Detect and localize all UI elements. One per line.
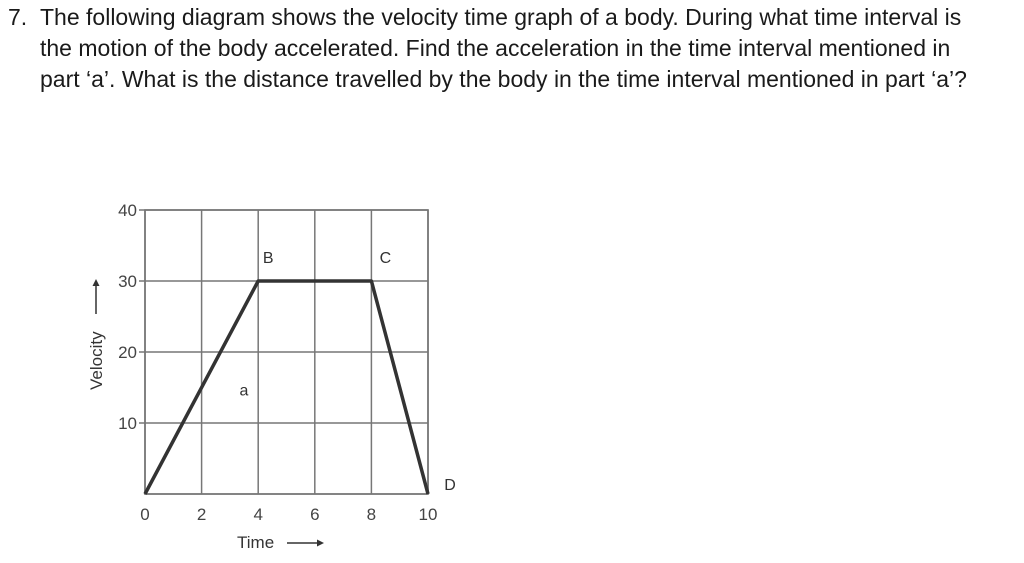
y-axis-label-group xyxy=(87,279,106,390)
y-tick-label: 10 xyxy=(118,414,137,433)
x-axis-arrowhead xyxy=(317,540,324,547)
series-line xyxy=(145,281,428,494)
point-label-d: D xyxy=(444,477,456,494)
x-tick-label: 8 xyxy=(366,505,377,524)
y-axis-arrowhead xyxy=(93,279,100,286)
point-label-c: C xyxy=(379,250,392,267)
y-tick-label: 40 xyxy=(118,201,137,220)
velocity-time-graph xyxy=(70,190,490,560)
question xyxy=(8,2,1008,95)
y-tick-label: 30 xyxy=(118,272,137,291)
x-tick-labels xyxy=(140,505,437,524)
chart-annotations xyxy=(239,250,455,494)
y-tick-label: 20 xyxy=(118,343,137,362)
point-label-b: B xyxy=(262,250,274,267)
chart-series xyxy=(145,281,428,494)
x-tick-label: 4 xyxy=(253,505,263,524)
x-tick-label: 6 xyxy=(310,505,320,524)
x-tick-label: 0 xyxy=(140,505,150,524)
x-axis-label-group xyxy=(237,533,324,552)
question-text: The following diagram shows the velocity time graph of a body. During what time interval is the motion of the body accelerated. Find the acceleration in the time interval mentioned in part ‘a’. What is the distance travelled by the body in the time interval mentioned in part ‘a’? xyxy=(40,4,967,92)
x-tick-label: 10 xyxy=(418,505,438,524)
x-tick-label: 2 xyxy=(196,505,207,524)
x-axis-label: Time xyxy=(237,533,275,552)
y-tick-labels xyxy=(118,201,137,433)
y-axis-label: Velocity xyxy=(87,331,106,390)
question-number: 7. xyxy=(8,4,28,30)
point-label-a: a xyxy=(239,382,249,400)
